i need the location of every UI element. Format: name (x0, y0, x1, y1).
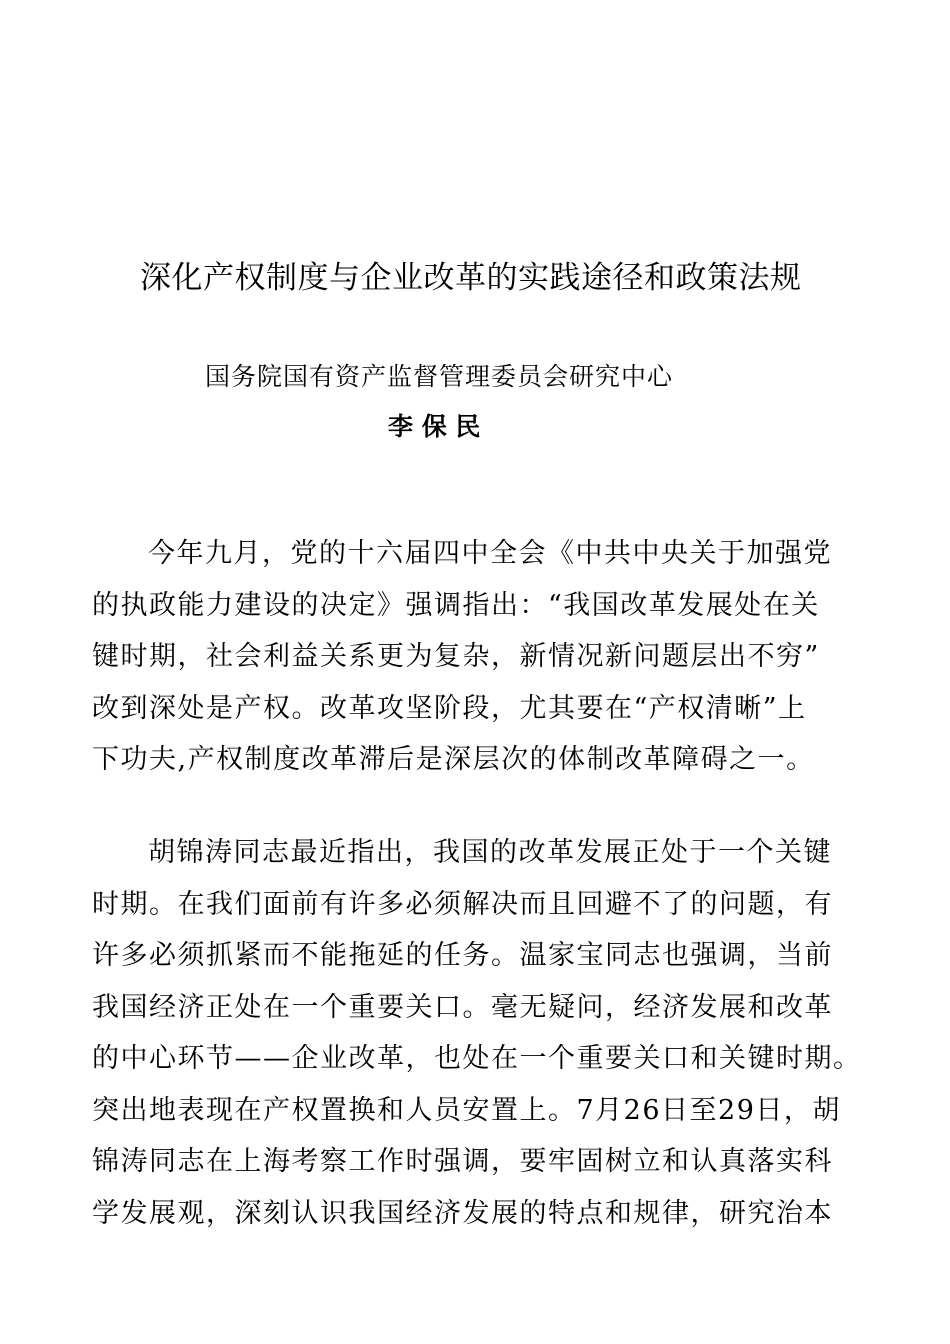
paragraph-line: 键时期，社会利益关系更为复杂，新情况新问题层出不穷” (92, 641, 820, 672)
paragraph-line: 的执政能力建设的决定》强调指出：“我国改革发展处在关 (92, 589, 820, 621)
paragraph-line: 改到深处是产权。改革攻坚阶段，尤其要在“产权清晰”上 (92, 692, 807, 724)
paragraph-line: 今年九月，党的十六届四中全会《中共中央关于加强党 (148, 538, 832, 569)
author-affiliation: 国务院国有资产监督管理委员会研究中心 (205, 362, 674, 391)
paragraph-line: 下功夫,产权制度改革滞后是深层次的体制改革障碍之一。 (92, 744, 815, 775)
author-name: 李 保 民 (388, 412, 481, 441)
paragraph-line: 突出地表现在产权置换和人员安置上。7月26日至29日，胡 (92, 1094, 841, 1126)
body-paragraph-2 (92, 827, 877, 1239)
paragraph-line: 学发展观，深刻认识我国经济发展的特点和规律，研究治本 (92, 1197, 833, 1229)
paragraph-line: 锦涛同志在上海考察工作时强调，要牢固树立和认真落实科 (92, 1146, 833, 1177)
paragraph-line: 许多必须抓紧而不能拖延的任务。温家宝同志也强调，当前 (92, 940, 833, 971)
body-paragraph-1 (92, 528, 877, 786)
paragraph-line: 的中心环节——企业改革，也处在一个重要关口和关键时期。 (92, 1043, 862, 1074)
paragraph-line: 胡锦涛同志最近指出，我国的改革发展正处于一个关键 (148, 837, 832, 868)
paragraph-line: 我国经济正处在一个重要关口。毫无疑问，经济发展和改革 (92, 991, 833, 1023)
paragraph-line: 时期。在我们面前有许多必须解决而且回避不了的问题，有 (92, 888, 833, 920)
document-title: 深化产权制度与企业改革的实践途径和政策法规 (140, 260, 802, 296)
